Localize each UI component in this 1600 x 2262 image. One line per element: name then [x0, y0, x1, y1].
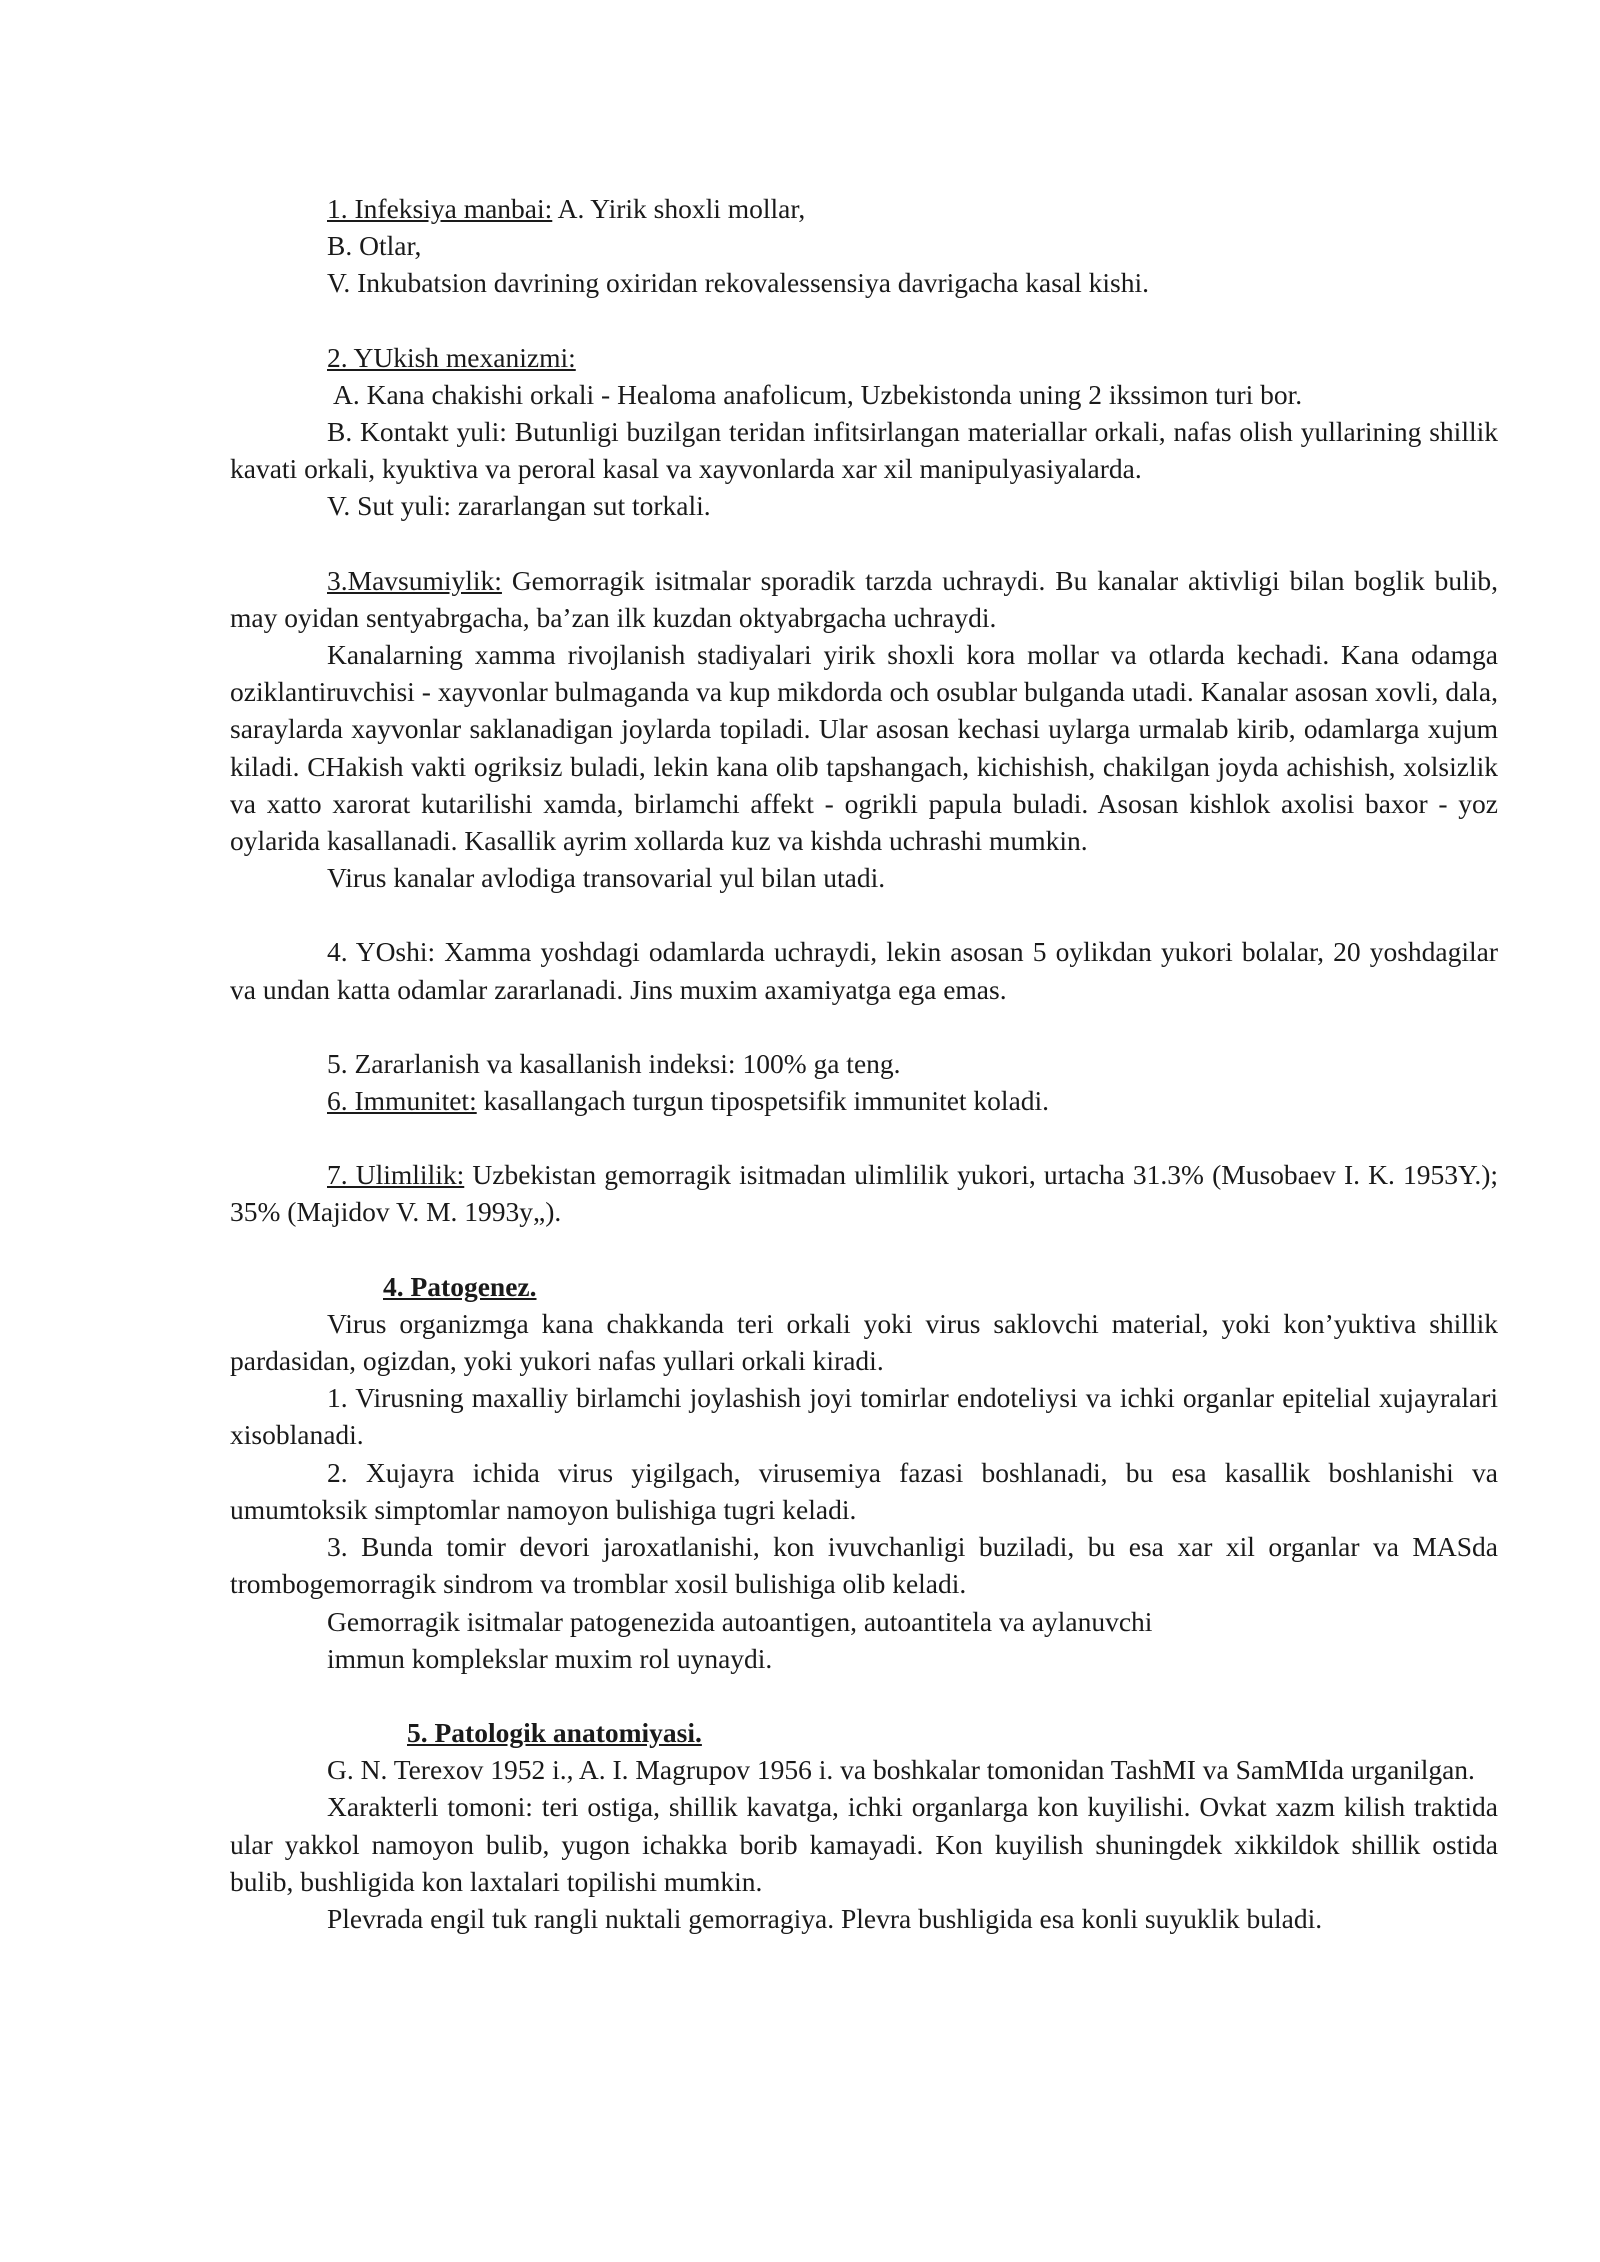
transmission-heading — [230, 339, 1498, 376]
seasonality-label: 3.Mavsumiylik: — [327, 564, 502, 596]
anatomy-p2: Xarakterli tomoni: teri ostiga, shillik kavatga, ichki organlarga kon kuyilishi. Ovkat xazm kilish traktida ular yakkol namoyon bulib, yugon ichakka borib kamayadi. Kon kuyilish shuningdek xikkildok shillik ostida bulib, bushligida kon laxtalari topilishi mumkin. — [230, 1791, 1498, 1897]
transmission-label: 2. YUkish mexanizmi: — [327, 341, 576, 373]
anatomy-p1: G. N. Terexov 1952 i., A. I. Magrupov 1956 i. va boshkalar tomonidan TashMI va SamMIda urganilgan. — [327, 1754, 1475, 1786]
pathogenesis-p5a: Gemorragik isitmalar patogenezida autoantigen, autoantitela va aylanuvchi — [327, 1605, 1153, 1637]
transmission-b: B. Kontakt yuli: Butunligi buzilgan teridan infitsirlangan materiallar orkali, nafas olish yullarining shillik kavati orkali, kyuktiva va peroral kasal va xayvonlarda xar xil manipulyasiyalarda. — [230, 416, 1498, 485]
seasonality-paragraph — [230, 562, 1498, 636]
infection-source-v: V. Inkubatsion davrining oxiridan rekovalessensiya davrigacha kasal kishi. — [327, 267, 1150, 299]
spacer — [230, 896, 1498, 933]
spacer — [230, 1231, 1498, 1268]
document-page — [230, 190, 1498, 1937]
spacer — [230, 302, 1498, 339]
spacer — [230, 1119, 1498, 1156]
anatomy-heading-text: 5. Patologik anatomiyasi. — [407, 1716, 702, 1748]
infection-source-a: A. Yirik shoxli mollar, — [552, 193, 806, 224]
pathogenesis-heading — [230, 1268, 1498, 1305]
pathogenesis-p4: 3. Bunda tomir devori jaroxatlanishi, kon ivuvchanligi buziladi, bu esa xar xil organlar va MASda trombogemorragik sindrom va tromblar xosil bulishiga olib keladi. — [230, 1531, 1498, 1600]
mortality-text: Uzbekistan gemorragik isitmadan ulimlilik yukori, urtacha 31.3% (Musobaev I. K. 1953Y.); 35% (Majidov V. M. 1993y„). — [230, 1159, 1498, 1228]
infection-source-label: 1. Infeksiya manbai: — [327, 193, 553, 224]
age-paragraph: 4. YOshi: Xamma yoshdagi odamlarda uchraydi, lekin asosan 5 oylikdan yukori bolalar, 20 yoshdagilar va undan katta odamlar zararlanadi. Jins muxim axamiyatga ega emas. — [230, 936, 1498, 1005]
pathogenesis-p1: Virus organizmga kana chakkanda teri orkali yoki virus saklovchi material, yoki kon’yuktiva shillik pardasidan, ogizdan, yoki yukori nafas yullari orkali kiradi. — [230, 1307, 1498, 1377]
pathogenesis-heading-text: 4. Patogenez. — [383, 1270, 537, 1302]
anatomy-heading — [230, 1714, 1498, 1751]
anatomy-p3: Plevrada engil tuk rangli nuktali gemorragiya. Plevra bushligida esa konli suyuklik buladi. — [327, 1902, 1323, 1934]
ticks-paragraph: Kanalarning xamma rivojlanish stadiyalari yirik shoxli kora mollar va otlarda kechadi. Kana odamga oziklantiruvchisi - xayvonlar bulmaganda va kup mikdorda och osublar bulganda utadi. Kanalar asosan xovli, dala, saraylarda xayvonlar saklanadigan joylarda topiladi. Ular asosan kechasi uylarga urmalab kirib, odamlarga xujum kiladi. CHakish vakti ogriksiz buladi, lekin kana olib tapshangach, kichishish, chakilgan joyda achishish, xolsizlik va xatto xarorat kutarilishi xamda, birlamchi affekt - ogrikli papula buladi. Asosan kishlok axolisi baxor - yoz oylarida kasallanadi. Kasallik ayrim xollarda kuz va kishda uchrashi mumkin. — [230, 639, 1498, 857]
spacer — [230, 1677, 1498, 1714]
mortality-paragraph — [230, 1156, 1498, 1230]
spacer — [230, 525, 1498, 562]
pathogenesis-p3: 2. Xujayra ichida virus yigilgach, virusemiya fazasi boshlanadi, bu esa kasallik boshlanishi va umumtoksik simptomlar namoyon bulishiga tugri keladi. — [230, 1456, 1498, 1525]
seasonality-text: Gemorragik isitmalar sporadik tarzda uchraydi. Bu kanalar aktivligi bilan boglik bulib, may oyidan sentyabrgacha, ba’zan ilk kuzdan oktyabrgacha uchraydi. — [230, 564, 1498, 633]
transovarial-paragraph: Virus kanalar avlodiga transovarial yul bilan utadi. — [327, 862, 886, 894]
transmission-a: A. Kana chakishi orkali - Healoma anafolicum, Uzbekistonda uning 2 ikssimon turi bor. — [333, 378, 1303, 410]
infection-source-line — [230, 190, 1498, 227]
morbidity-index: 5. Zararlanish va kasallanish indeksi: 100% ga teng. — [327, 1047, 901, 1079]
spacer — [230, 1008, 1498, 1045]
pathogenesis-p2: 1. Virusning maxalliy birlamchi joylashish joyi tomirlar endoteliysi va ichki organlar epitelial xujayralari xisoblanadi. — [230, 1382, 1498, 1451]
immunity-text: kasallangach turgun tipospetsifik immunitet koladi. — [476, 1085, 1050, 1117]
immunity-label: 6. Immunitet: — [327, 1085, 477, 1117]
mortality-label: 7. Ulimlilik: — [327, 1159, 465, 1191]
pathogenesis-p5b: immun komplekslar muxim rol uynaydi. — [327, 1642, 773, 1674]
infection-source-b: B. Otlar, — [327, 230, 422, 262]
immunity-line — [230, 1082, 1498, 1119]
transmission-v: V. Sut yuli: zararlangan sut torkali. — [327, 490, 711, 522]
